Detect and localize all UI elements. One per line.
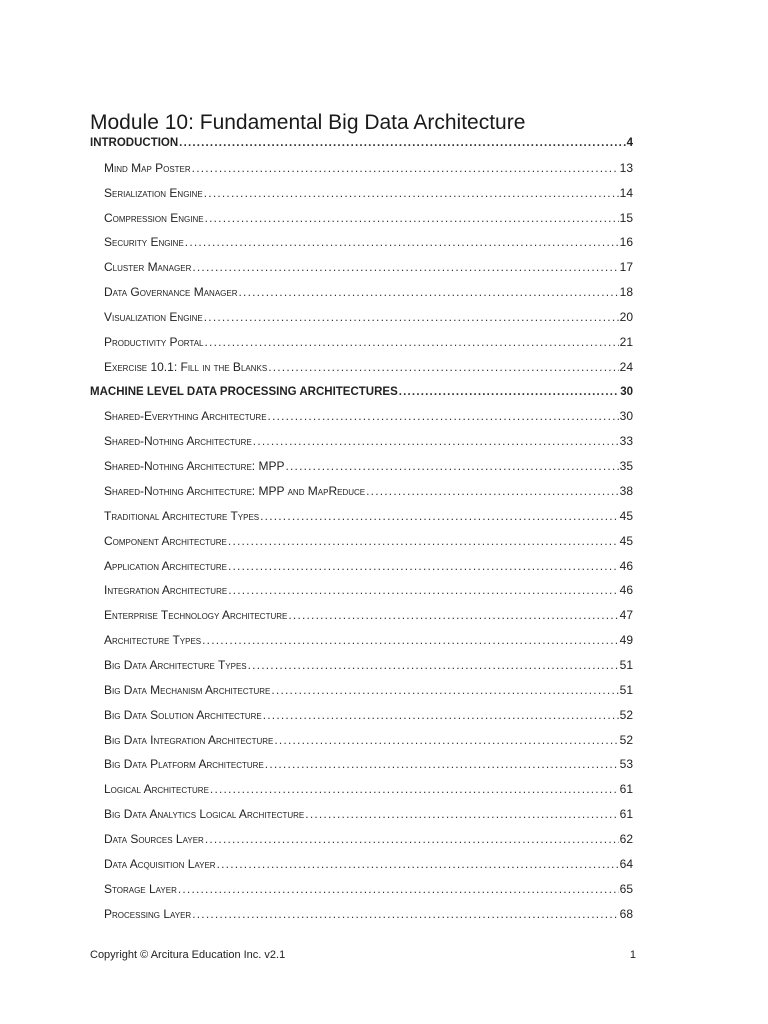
toc-leader-dots <box>192 156 619 181</box>
toc-entry[interactable] <box>90 206 633 231</box>
toc-entry-page-number: 52 <box>619 732 633 747</box>
toc-entry[interactable] <box>90 529 633 554</box>
toc-entry-page-number: 46 <box>619 583 633 598</box>
toc-entry-page-number: 33 <box>619 434 633 449</box>
toc-entry[interactable] <box>90 504 633 529</box>
toc-entry[interactable] <box>90 429 633 454</box>
toc-entry[interactable] <box>90 852 633 877</box>
toc-entry-page-number: 61 <box>619 807 633 822</box>
toc-entry-page-number: 65 <box>619 881 633 896</box>
toc-leader-dots <box>253 429 619 454</box>
toc-leader-dots <box>288 603 618 628</box>
toc-entry-page-number: 38 <box>619 484 633 499</box>
toc-entry-page-number: 64 <box>619 856 633 871</box>
toc-leader-dots <box>204 181 619 206</box>
toc-entry-label: Logical Architecture <box>104 782 209 797</box>
toc-leader-dots <box>399 380 619 405</box>
toc-entry-label: Data Governance Manager <box>104 285 238 300</box>
footer-page-number: 1 <box>629 949 636 961</box>
document-page <box>90 0 636 1024</box>
toc-entry-label: Application Architecture <box>104 558 227 573</box>
toc-entry-label: Shared-Everything Architecture <box>104 409 267 424</box>
toc-entry-label: Big Data Analytics Logical Architecture <box>104 807 305 822</box>
toc-entry[interactable] <box>90 181 633 206</box>
toc-entry-page-number: 13 <box>619 160 633 175</box>
toc-entry-page-number: 53 <box>619 757 633 772</box>
toc-entry[interactable] <box>90 802 633 827</box>
toc-entry-label: Shared-Nothing Architecture: MPP <box>104 459 285 474</box>
toc-entry-label: Integration Architecture <box>104 583 228 598</box>
toc-leader-dots <box>305 802 618 827</box>
toc-entry-label: Big Data Integration Architecture <box>104 732 274 747</box>
toc-entry[interactable] <box>90 752 633 777</box>
toc-entry-label: Architecture Types <box>104 633 202 648</box>
toc-entry-label: Mind Map Poster <box>104 160 191 175</box>
toc-entry-page-number: 49 <box>619 633 633 648</box>
page-title: Module 10: Fundamental Big Data Architecture <box>90 111 526 135</box>
toc-entry-page-number: 61 <box>619 782 633 797</box>
toc-leader-dots <box>268 355 618 380</box>
toc-entry-label: Shared-Nothing Architecture: MPP and MapReduce <box>104 484 366 499</box>
toc-entry-label: Data Sources Layer <box>104 832 204 847</box>
toc-entry[interactable] <box>90 404 633 429</box>
toc-leader-dots <box>185 230 619 255</box>
toc-entry[interactable] <box>90 454 633 479</box>
toc-section-entry[interactable] <box>90 131 633 156</box>
toc-entry-label: Traditional Architecture Types <box>104 508 260 523</box>
toc-entry-page-number: 51 <box>619 658 633 673</box>
toc-entry-label: Big Data Mechanism Architecture <box>104 682 271 697</box>
toc-entry-page-number: 68 <box>619 906 633 921</box>
toc-leader-dots <box>271 678 618 703</box>
toc-entry-label: Component Architecture <box>104 533 227 548</box>
toc-leader-dots <box>202 628 619 653</box>
toc-entry-page-number: 35 <box>619 459 633 474</box>
toc-leader-dots <box>178 877 619 902</box>
toc-entry-page-number: 18 <box>619 285 633 300</box>
toc-entry-label: Security Engine <box>104 235 184 250</box>
toc-leader-dots <box>217 852 619 877</box>
toc-entry[interactable] <box>90 280 633 305</box>
toc-leader-dots <box>263 703 619 728</box>
toc-entry-page-number: 52 <box>619 707 633 722</box>
toc-leader-dots <box>260 504 619 529</box>
toc-entry-page-number: 45 <box>619 533 633 548</box>
toc-entry-label: MACHINE LEVEL DATA PROCESSING ARCHITECTURES <box>90 385 398 398</box>
toc-entry[interactable] <box>90 156 633 181</box>
toc-entry-page-number: 21 <box>619 334 633 349</box>
toc-entry-label: Big Data Architecture Types <box>104 658 247 673</box>
toc-entry-label: Serialization Engine <box>104 185 203 200</box>
toc-leader-dots <box>179 131 625 156</box>
toc-entry[interactable] <box>90 678 633 703</box>
toc-leader-dots <box>210 777 619 802</box>
toc-entry[interactable] <box>90 355 633 380</box>
toc-leader-dots <box>268 404 619 429</box>
toc-entry[interactable] <box>90 554 633 579</box>
toc-entry-label: Exercise 10.1: Fill in the Blanks <box>104 359 268 374</box>
toc-entry[interactable] <box>90 330 633 355</box>
toc-leader-dots <box>204 305 619 330</box>
toc-entry[interactable] <box>90 877 633 902</box>
toc-leader-dots <box>274 728 618 753</box>
toc-entry[interactable] <box>90 653 633 678</box>
toc-leader-dots <box>285 454 618 479</box>
toc-leader-dots <box>366 479 619 504</box>
toc-entry-label: Enterprise Technology Architecture <box>104 608 288 623</box>
toc-leader-dots <box>228 529 619 554</box>
toc-entry[interactable] <box>90 628 633 653</box>
toc-entry-page-number: 30 <box>620 385 633 398</box>
toc-entry-page-number: 62 <box>619 832 633 847</box>
toc-entry-page-number: 16 <box>619 235 633 250</box>
toc-leader-dots <box>265 752 619 777</box>
toc-leader-dots <box>228 554 619 579</box>
toc-entry[interactable] <box>90 603 633 628</box>
toc-entry-page-number: 30 <box>619 409 633 424</box>
toc-entry[interactable] <box>90 703 633 728</box>
toc-entry-page-number: 45 <box>619 508 633 523</box>
toc-entry[interactable] <box>90 230 633 255</box>
toc-entry-page-number: 46 <box>619 558 633 573</box>
toc-leader-dots <box>239 280 619 305</box>
toc-entry-page-number: 24 <box>619 359 633 374</box>
toc-entry-page-number: 51 <box>619 682 633 697</box>
toc-entry-label: Productivity Portal <box>104 334 204 349</box>
toc-entry-page-number: 20 <box>619 310 633 325</box>
toc-entry[interactable] <box>90 255 633 280</box>
toc-entry[interactable] <box>90 777 633 802</box>
toc-entry-label: Data Acquisition Layer <box>104 856 216 871</box>
toc-leader-dots <box>192 902 618 927</box>
toc-entry-page-number: 14 <box>619 185 633 200</box>
toc-entry[interactable] <box>90 827 633 852</box>
page-footer <box>90 949 636 961</box>
toc-leader-dots <box>248 653 619 678</box>
toc-entry-label: Cluster Manager <box>104 260 192 275</box>
toc-leader-dots <box>192 255 618 280</box>
toc-entry-page-number: 15 <box>619 210 633 225</box>
toc-entry[interactable] <box>90 305 633 330</box>
toc-leader-dots <box>205 330 619 355</box>
toc-entry-label: Shared-Nothing Architecture <box>104 434 252 449</box>
toc-entry-label: INTRODUCTION <box>90 137 179 149</box>
toc-entry[interactable] <box>90 578 633 603</box>
toc-entry-label: Processing Layer <box>104 906 192 921</box>
toc-section-entry[interactable] <box>90 380 633 405</box>
toc-leader-dots <box>205 206 619 231</box>
toc-leader-dots <box>228 578 618 603</box>
toc-entry[interactable] <box>90 902 633 927</box>
toc-entry-page-number: 17 <box>619 260 633 275</box>
toc-entry-page-number: 4 <box>626 137 633 149</box>
toc-entry-label: Big Data Solution Architecture <box>104 707 262 722</box>
toc-entry-page-number: 47 <box>619 608 633 623</box>
toc-entry-label: Compression Engine <box>104 210 204 225</box>
toc-entry[interactable] <box>90 728 633 753</box>
toc-entry-label: Big Data Platform Architecture <box>104 757 264 772</box>
toc-entry-label: Visualization Engine <box>104 310 203 325</box>
footer-copyright: Copyright © Arcitura Education Inc. v2.1 <box>90 949 286 961</box>
toc-entry-label: Storage Layer <box>104 881 177 896</box>
toc-entry[interactable] <box>90 479 633 504</box>
toc-leader-dots <box>205 827 619 852</box>
table-of-contents <box>90 131 633 927</box>
